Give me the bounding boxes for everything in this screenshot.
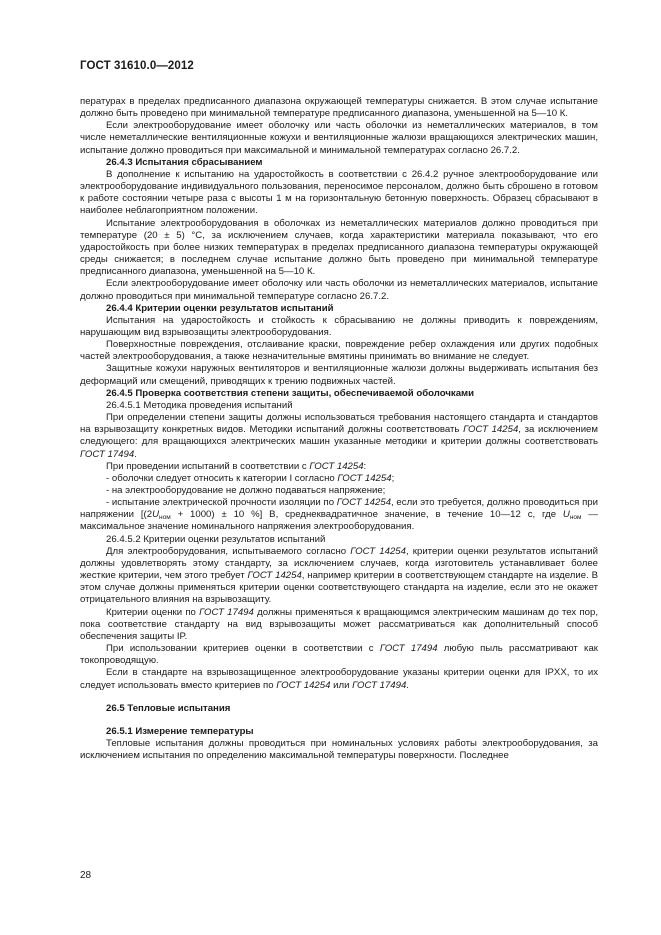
subsection-heading: 26.4.5.2 Критерии оценки результатов испытаний — [106, 533, 326, 545]
paragraph: Если в стандарте на взрывозащищенное электрооборудование указаны критерии оценки для IPXX, то их следует использовать вместо критериев по ГОСТ 14254 или ГОСТ 17494. — [80, 667, 598, 691]
paragraph: Испытание электрооборудования в оболочках из неметаллических материалов должно проводиться при температуре (20 ± 5) °С, за исключением случаев, когда характеристики материала показывают, что его ударостойкость при более низких температурах в пределах предписанного диапазона температуры окружающей среды снижается; в последнем случае испытание должно быть проведено при минимальной температуре предписанного диапазона, уменьшенной на 5—10 К. — [80, 217, 598, 278]
list-item: - на электрооборудование не должно подаваться напряжение; — [106, 485, 386, 496]
paragraph: При проведении испытаний в соответствии с ГОСТ 14254: — [106, 460, 367, 472]
list-item: - испытание электрической прочности изоляции по ГОСТ 14254, если это требуется, должно проводиться при напряжении [$(2U_{ном} + 1000) \pm 10$ %] В, среднеквадратичное значение, в течение 10—12 с, где $U_{ном}$ — максимальное значение номинального напряжения электрооборудования. — [80, 497, 598, 533]
running-header: ГОСТ 31610.0—2012 — [80, 60, 194, 72]
paragraph: При определении степени защиты должны использоваться требования настоящего стандарта и стандартов на взрывозащиту конкретных видов. Методики испытаний должны соответствовать ГОСТ 14254, за исключением следующего: для вращающихся электрических машин указанные методики и критерии должны соответствовать ГОСТ 17494. — [80, 412, 598, 460]
section-heading: 26.5 Тепловые испытания — [106, 702, 231, 714]
paragraph: При использовании критериев оценки в соответствии с ГОСТ 17494 любую пыль рассматривают как токопроводящую. — [80, 643, 598, 667]
paragraph: Тепловые испытания должны проводиться при номинальных условиях работы электрооборудования, за исключением испытания по определению максимальной температуры поверхности. Последнее — [80, 737, 598, 762]
subsection-heading: 26.4.5.1 Методика проведения испытаний — [106, 399, 293, 411]
paragraph: Поверхностные повреждения, отслаивание краски, повреждение ребер охлаждения или других подобных частей электрооборудования, а также незначительные вмятины принимать во внимание не следует. — [80, 339, 598, 363]
paragraph: В дополнение к испытанию на ударостойкость в соответствии с 26.4.2 ручное электрооборудование или электрооборудование индивидуального пользования, переносимое персоналом, должно быть сброшено в готовом к работе состоянии четыре раза с высоты 1 м на горизонтальную бетонную поверхность. Образец сбрасывают в наиболее неблагоприятном положении. — [80, 168, 598, 217]
list-item: - оболочки следует относить к категории I согласно ГОСТ 14254; — [106, 472, 395, 484]
paragraph: Критерии оценки по ГОСТ 17494 должны применяться к вращающимся электрическим машинам до тех пор, пока соответствие стандарту на вид взрывозащиты может рассматриваться как дополнительный способ обеспечения защиты IP. — [80, 606, 598, 642]
section-heading: 26.4.5 Проверка соответствия степени защиты, обеспечиваемой оболочками — [106, 387, 475, 399]
section-heading: 26.5.1 Измерение температуры — [106, 725, 254, 737]
paragraph: Испытания на ударостойкость и стойкость к сбрасыванию не должны приводить к повреждениям, нарушающим вид взрывозащиты электрооборудования. — [80, 314, 598, 338]
paragraph: пературах в пределах предписанного диапазона окружающей температуры снижается. В этом случае испытание должно быть проведено при минимальной температуре предписанного диапазона, уменьшенной на 5—10 К. — [80, 96, 598, 120]
paragraph: Защитные кожухи наружных вентиляторов и вентиляционные жалюзи должны выдерживать испытания без деформаций или смещений, приводящих к трению подвижных частей. — [80, 363, 598, 387]
page-number: 28 — [80, 870, 92, 881]
section-heading: 26.4.3 Испытания сбрасыванием — [106, 156, 263, 168]
paragraph: Если электрооборудование имеет оболочку или часть оболочки из неметаллических материалов, в том числе неметаллические вентиляционные кожухи и вентиляционные жалюзи вращающихся электрических машин, испытание должно проводиться при максимальной и минимальной температурах согласно 26.7.2. — [80, 120, 598, 156]
paragraph: Для электрооборудования, испытываемого согласно ГОСТ 14254, критерии оценки результатов испытаний должны удовлетворять этому стандарту, за исключением случаев, когда изготовитель устанавливает более жесткие критерии, чем этого требует ГОСТ 14254, например критерии в соответствующем стандарте на изделие. В этом случае должны применяться критерии оценки соответствующего стандарта на изделие, если это не окажет отрицательного влияния на взрывозащиту. — [80, 545, 598, 606]
paragraph: Если электрооборудование имеет оболочку или часть оболочки из неметаллических материалов, испытание должно проводиться при минимальной температуре согласно 26.7.2. — [80, 278, 598, 302]
section-heading: 26.4.4 Критерии оценки результатов испытаний — [106, 302, 334, 314]
body-text — [80, 96, 598, 762]
